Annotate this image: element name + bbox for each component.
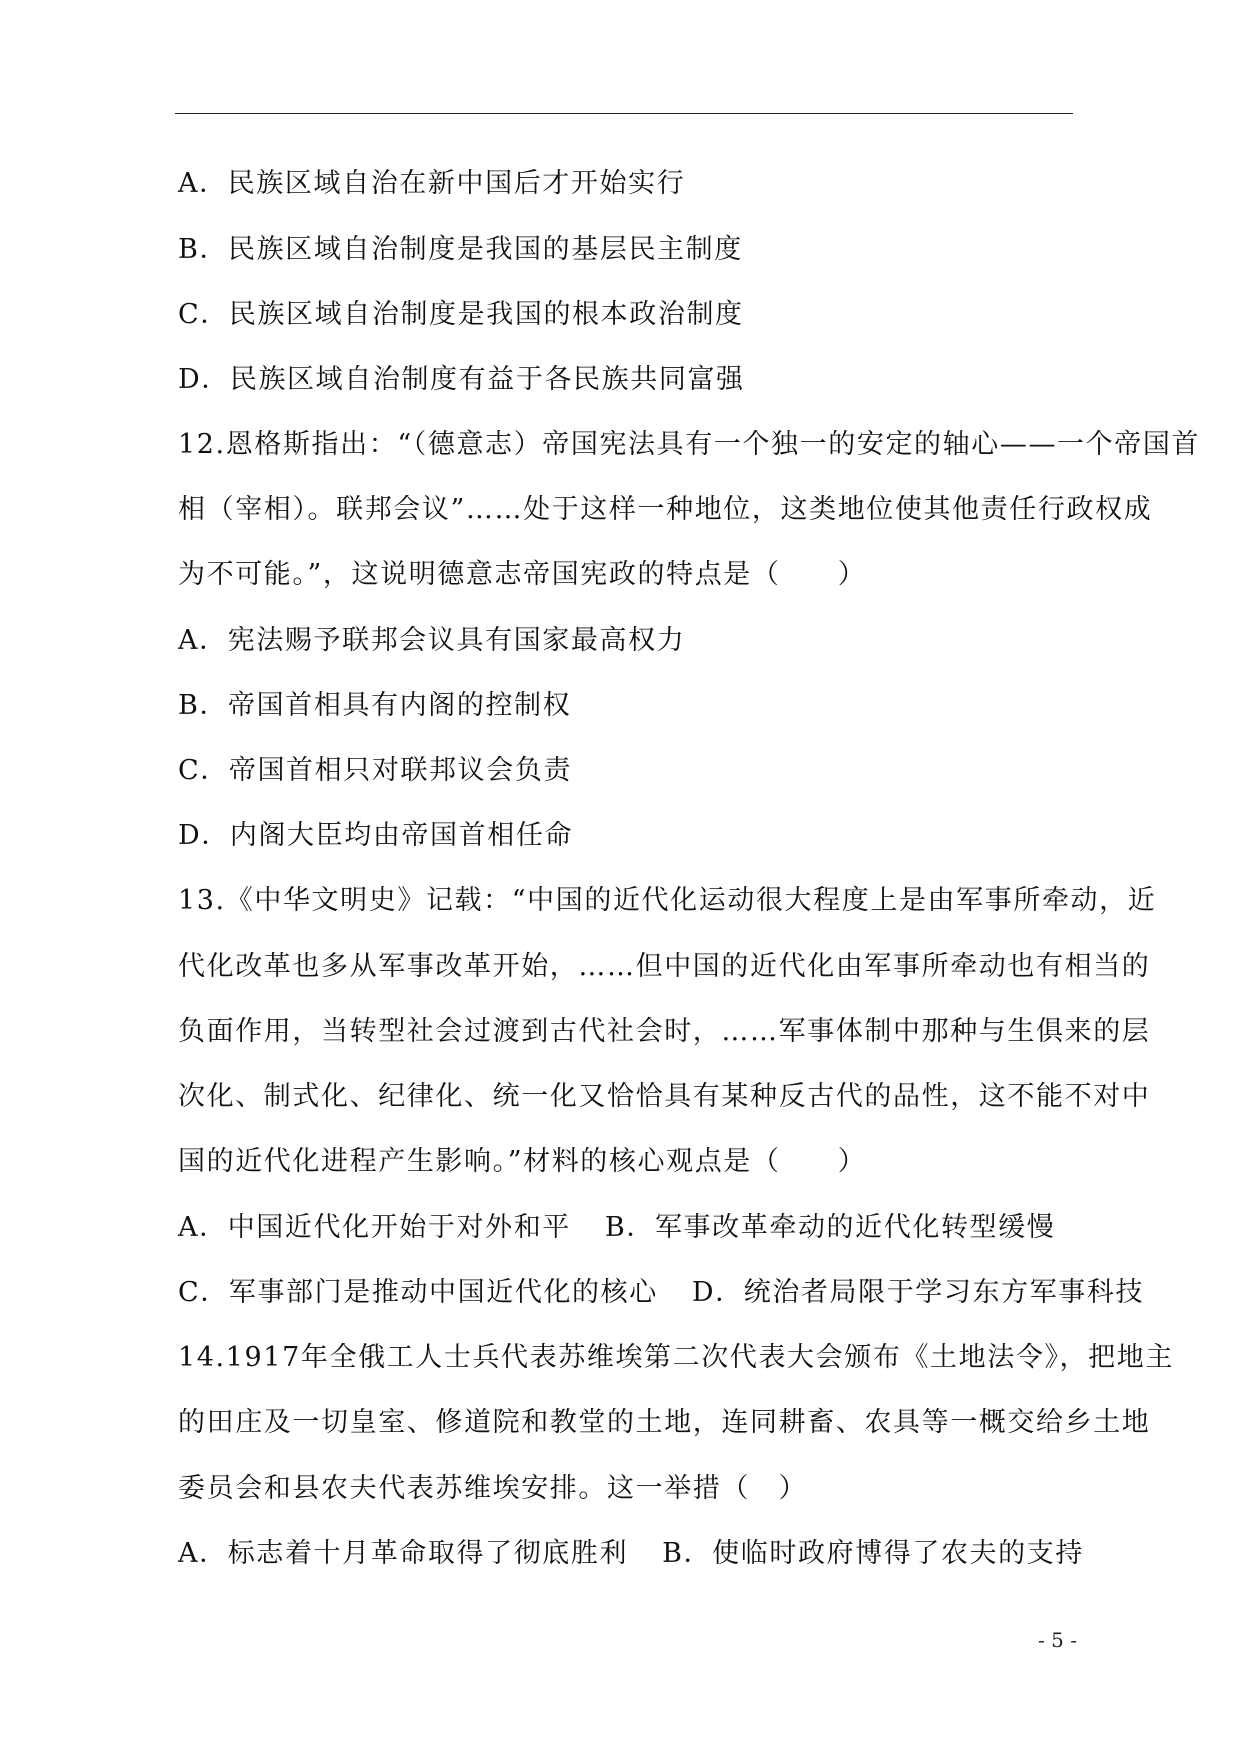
q14-stem-line-3: 委员会和县农夫代表苏维埃安排。这一举措（ ）: [178, 1473, 808, 1504]
q14-stem-line-1: 14.1917年全俄工人士兵代表苏维埃第二次代表大会颁布《土地法令》，把地主: [178, 1342, 1174, 1373]
q11-option-a: A．民族区域自治在新中国后才开始实行: [178, 168, 686, 199]
page-number: - 5 -: [1038, 1628, 1077, 1652]
q12-option-a: A．宪法赐予联邦会议具有国家最高权力: [178, 625, 686, 656]
q14-option-a: A．标志着十月革命取得了彻底胜利: [178, 1538, 629, 1569]
q11-option-b: B．民族区域自治制度是我国的基层民主制度: [178, 234, 743, 265]
q12-stem-line-2: 相（宰相）。联邦会议”……处于这样一种地位，这类地位使其他责任行政权成: [178, 494, 1153, 525]
q13-stem-line-3: 负面作用，当转型社会过渡到古代社会时，……军事体制中那种与生俱来的层: [178, 1016, 1151, 1047]
q13-options-ab: [178, 1211, 1088, 1245]
q14-stem-line-2: 的田庄及一切皇室、修道院和教堂的土地，连同耕畜、农具等一概交给乡土地: [178, 1407, 1151, 1438]
q14-option-b: B．使临时政府博得了农夫的支持: [662, 1538, 1084, 1569]
header-rule: [175, 113, 1073, 114]
q14-options-ab: [178, 1537, 1088, 1571]
q12-stem-line-1: 12.恩格斯指出：“（德意志）帝国宪法具有一个独一的安定的轴心——一个帝国首: [178, 429, 1201, 460]
q13-stem-line-1: 13.《中华文明史》记载：“中国的近代化运动很大程度上是由军事所牵动，近: [178, 885, 1157, 916]
q13-option-d: D．统治者局限于学习东方军事科技: [691, 1277, 1145, 1308]
q13-option-b: B．军事改革牵动的近代化转型缓慢: [604, 1212, 1056, 1243]
q13-stem-line-5: 国的近代化进程产生影响。”材料的核心观点是（ ）: [178, 1146, 867, 1177]
q12-stem-line-3: 为不可能。”，这说明德意志帝国宪政的特点是（ ）: [178, 559, 867, 590]
q11-option-d: D．民族区域自治制度有益于各民族共同富强: [178, 364, 745, 395]
q13-stem-line-2: 代化改革也多从军事改革开始，……但中国的近代化由军事所牵动也有相当的: [178, 951, 1151, 982]
q12-option-c: C．帝国首相只对联邦议会负责: [178, 755, 573, 786]
q13-option-a: A．中国近代化开始于对外和平: [178, 1212, 571, 1243]
q13-stem-line-4: 次化、制式化、纪律化、统一化又恰恰具有某种反古代的品性，这不能不对中: [178, 1081, 1151, 1112]
q12-option-b: B．帝国首相具有内阁的控制权: [178, 690, 572, 721]
q12-option-d: D．内阁大臣均由帝国首相任命: [178, 820, 574, 851]
q13-option-c: C．军事部门是推动中国近代化的核心: [178, 1277, 658, 1308]
q11-option-c: C．民族区域自治制度是我国的根本政治制度: [178, 299, 744, 330]
q13-options-cd: [178, 1276, 1145, 1310]
